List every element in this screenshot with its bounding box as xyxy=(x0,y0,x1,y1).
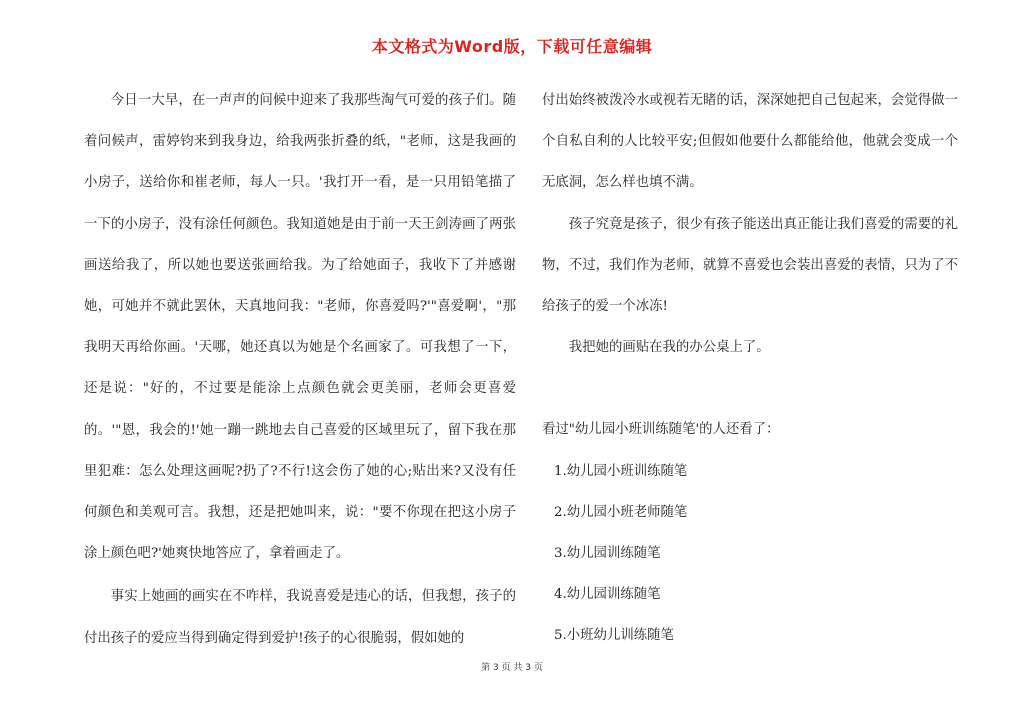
body-paragraph: 事实上她画的画实在不咋样，我说喜爱是违心的话，但我想，孩子的付出孩子的爱应当得到确定得到爱护!孩子的心很脆弱，假如她的 xyxy=(84,589,516,646)
related-heading: 看过"幼儿园小班训练随笔'的人还看了： xyxy=(542,422,780,438)
body-paragraph: 我把她的画贴在我的办公桌上了。 xyxy=(568,340,770,356)
related-link[interactable]: 3.幼儿园训练随笔 xyxy=(554,546,661,562)
related-link[interactable]: 2.幼儿园小班老师随笔 xyxy=(554,504,688,520)
related-link[interactable]: 5.小班幼儿训练随笔 xyxy=(554,628,674,644)
body-paragraph: 孩子究竟是孩子，很少有孩子能送出真正能让我们喜爱的需要的礼物，不过，我们作为老师，就算不喜爱也会装出喜爱的表情，只为了不给孩子的爱一个冰冻! xyxy=(542,216,958,315)
related-link[interactable]: 4.幼儿园训练随笔 xyxy=(554,587,661,603)
left-column xyxy=(84,80,516,659)
related-link[interactable]: 1.幼儿园小班训练随笔 xyxy=(554,463,688,479)
body-paragraph: 今日一大早，在一声声的问候中迎来了我那些淘气可爱的孩子们。随着问候声，雷婷钧来到我身边，给我两张折叠的纸，"老师，这是我画的小房子，送给你和崔老师，每人一只。'我打开一看，是一只用铅笔描了一下的小房子，没有涂任何颜色。我知道她是由于前一天王剑涛画了两张画送给我了，所以她也要送张画给我。为了给她面子，我收下了并感谢她，可她并不就此罢休，天真地问我："老师，你喜爱吗?'"喜爱啊'，"那我明天再给你画。'天哪，她还真以为她是个名画家了。可我想了一下，还是说："好的，不过要是能涂上点颜色就会更美丽，老师会更喜爱的。'"恩，我会的!'她一蹦一跳地去自己喜爱的区域里玩了，留下我在那里犯难：怎么处理这画呢?扔了?不行!这会伤了她的心;贴出来?又没有任何颜色和美观可言。我想，还是把她叫来，说："要不你现在把这小房子涂上颜色吧?'她爽快地答应了，拿着画走了。 xyxy=(84,93,516,562)
download-banner: 本文格式为Word版，下载可任意编辑 xyxy=(371,37,653,56)
body-paragraph-continued: 付出始终被泼冷水或视若无睹的话，深深她把自己包起来，会觉得做一个自私自利的人比较平安;但假如他要什么都能给他，他就会变成一个无底洞，怎么样也填不满。 xyxy=(542,93,958,191)
related-list xyxy=(542,451,958,657)
spacer xyxy=(542,368,958,409)
page-number: 第 3 页 共 3 页 xyxy=(481,663,543,673)
right-column xyxy=(542,80,958,657)
